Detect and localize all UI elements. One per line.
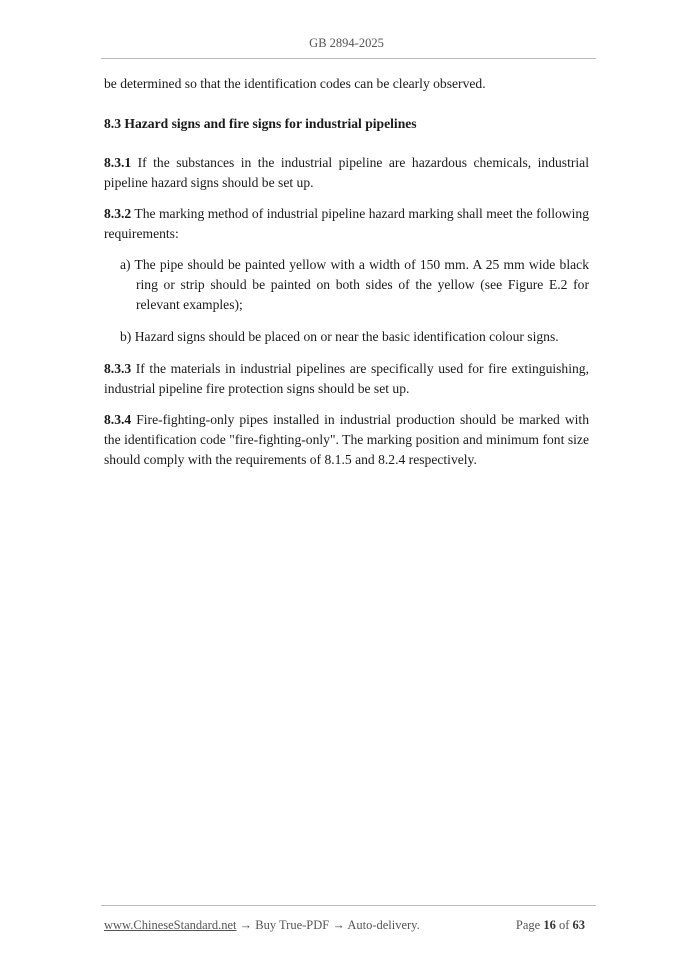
clause-number: 8.3.4 — [104, 412, 132, 427]
page-number — [516, 918, 585, 933]
clause-number: 8.3.1 — [104, 155, 132, 170]
clause-text: If the substances in the industrial pipeline are hazardous chemicals, industrial pipeline hazard signs should be set up. — [104, 155, 589, 190]
header-divider — [101, 58, 596, 59]
footer-divider — [101, 905, 596, 906]
page-label: Page — [515, 918, 541, 932]
site-link[interactable]: www.ChineseStandard.net — [104, 918, 237, 932]
standard-code: GB 2894-2025 — [309, 36, 384, 50]
page-current: 16 — [543, 918, 556, 932]
auto-delivery-text: Auto-delivery. — [347, 918, 420, 932]
list-item-a: a) The pipe should be painted yellow with a width of 150 mm. A 25 mm wide black ring or strip should be painted on both sides of the yellow (see Figure E.2 for relevant examples); — [120, 257, 589, 312]
page-header — [0, 36, 693, 51]
page-of: of — [558, 918, 570, 932]
list-item-b: b) Hazard signs should be placed on or near the basic identification colour signs. — [120, 329, 559, 344]
clause-number: 8.3.2 — [104, 206, 132, 221]
clause-text: If the materials in industrial pipelines are specifically used for fire extinguishing, industrial pipeline fire protection signs should be set up. — [104, 361, 589, 396]
document-body — [104, 74, 589, 481]
clause-8-3-2 — [104, 204, 589, 244]
clause-8-3-4 — [104, 410, 589, 470]
clause-8-3-3 — [104, 359, 589, 399]
clause-8-3-1 — [104, 153, 589, 193]
clause-text: Fire-fighting-only pipes installed in industrial production should be marked with the identification code "fire-fighting-only". The marking position and minimum font size should comply with the requirements of 8.1.5 and 8.2.4 respectively. — [104, 412, 589, 467]
clause-text: The marking method of industrial pipeline hazard marking shall meet the following requirements: — [104, 206, 589, 241]
footer-promo — [104, 918, 420, 933]
arrow-right-icon: → — [239, 918, 253, 932]
clause-number: 8.3.3 — [104, 361, 132, 376]
page-total: 63 — [572, 918, 585, 932]
buy-pdf-text: Buy True-PDF — [255, 918, 330, 932]
section-heading: 8.3 Hazard signs and fire signs for industrial pipelines — [104, 116, 417, 131]
arrow-right-icon: → — [332, 918, 345, 932]
continuation-text: be determined so that the identification codes can be clearly observed. — [104, 76, 486, 91]
